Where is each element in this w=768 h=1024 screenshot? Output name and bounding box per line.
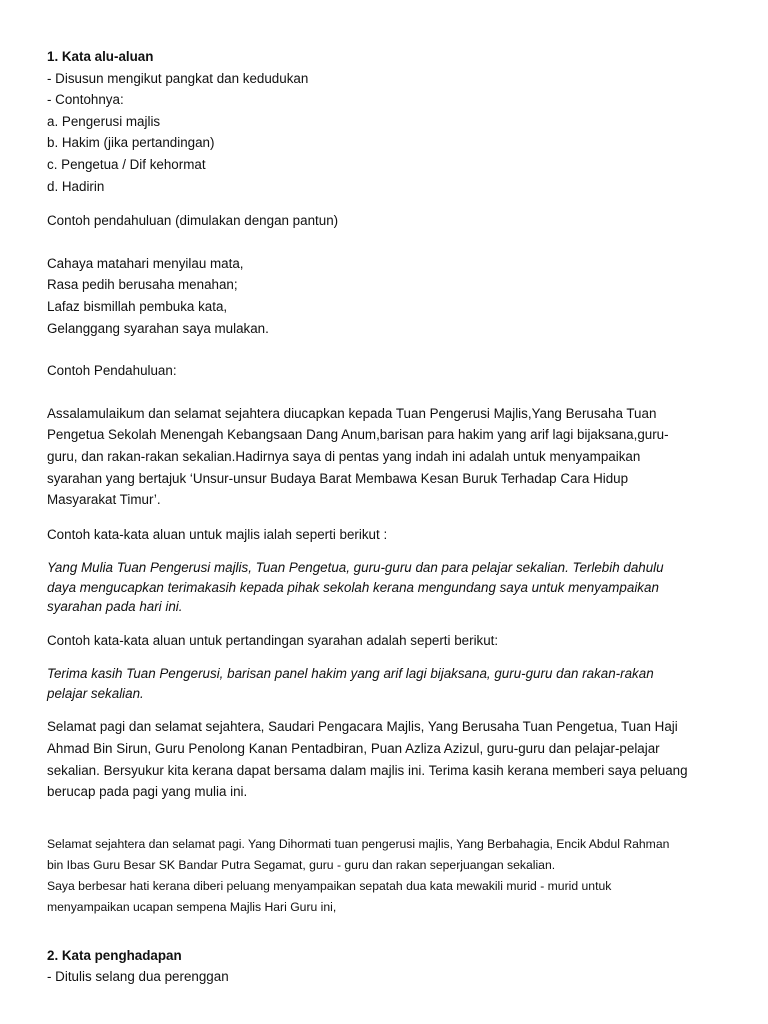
- spacer: [47, 197, 727, 210]
- spacer: [47, 651, 727, 664]
- spacer: [47, 545, 727, 558]
- pertandingan-italic-line: Terima kasih Tuan Pengerusi, barisan panel hakim yang arif lagi bijaksana, guru-guru dan rakan-rakan: [47, 666, 654, 682]
- selamat-pagi-line: Selamat pagi dan selamat sejahtera, Saudari Pengacara Majlis, Yang Berusaha Tuan Pengetua, Tuan Haji: [47, 719, 678, 735]
- pantun-intro: Contoh pendahuluan (dimulakan dengan pantun): [47, 213, 339, 229]
- guru-line: Selamat sejahtera dan selamat pagi. Yang Dihormati tuan pengerusi majlis, Yang Berbahagia, Encik Abdul Rahman: [47, 836, 670, 851]
- spacer: [47, 232, 727, 253]
- spacer: [47, 339, 727, 360]
- selamat-pagi-line: sekalian. Bersyukur kita kerana dapat bersama dalam majlis ini. Terima kasih kerana memberi saya peluang: [47, 762, 688, 778]
- pantun-line: Gelanggang syarahan saya mulakan.: [47, 320, 269, 336]
- spacer: [47, 918, 727, 945]
- pendahuluan-line: Masyarakat Timur’.: [47, 492, 161, 508]
- spacer: [47, 617, 727, 630]
- selamat-pagi-line: Ahmad Bin Sirun, Guru Penolong Kanan Pentadbiran, Puan Azliza Azizul, guru-guru dan pelajar-pelajar: [47, 740, 660, 756]
- pantun-line: Lafaz bismillah pembuka kata,: [47, 298, 228, 314]
- document-page: [47, 46, 727, 988]
- guru-paragraph: [47, 834, 727, 918]
- selamat-pagi-line: berucap pada pagi yang mulia ini.: [47, 784, 248, 800]
- spacer: [47, 511, 727, 524]
- pantun-line: Rasa pedih berusaha menahan;: [47, 277, 238, 293]
- pendahuluan-line: syarahan yang bertajuk ‘Unsur-unsur Budaya Barat Membawa Kesan Buruk Terhadap Cara Hidup: [47, 470, 629, 486]
- section1-list-item: c. Pengetua / Dif kehormat: [47, 156, 206, 172]
- spacer: [47, 382, 727, 403]
- contoh-pendahuluan-label: Contoh Pendahuluan:: [47, 363, 177, 379]
- guru-line: Saya berbesar hati kerana diberi peluang menyampaikan sepatah dua kata mewakili murid - murid untuk: [47, 878, 612, 893]
- majlis-italic-line: Yang Mulia Tuan Pengerusi majlis, Tuan Pengetua, guru-guru dan para pelajar sekalian. Terlebih dahulu: [47, 560, 664, 576]
- section1-heading: 1. Kata alu-aluan: [47, 49, 154, 64]
- section1-list-item: d. Hadirin: [47, 178, 105, 194]
- guru-line: bin Ibas Guru Besar SK Bandar Putra Segamat, guru - guru dan rakan seperjuangan sekalian.: [47, 857, 556, 872]
- majlis-label: Contoh kata-kata aluan untuk majlis ialah seperti berikut :: [47, 526, 388, 542]
- pendahuluan-line: guru, dan rakan-rakan sekalian.Hadirnya saya di pentas yang indah ini adalah untuk menyampaikan: [47, 448, 641, 464]
- pendahuluan-line: Assalamulaikum dan selamat sejahtera diucapkan kepada Tuan Pengerusi Majlis,Yang Berusaha Tuan: [47, 405, 657, 421]
- pertandingan-italic-line: pelajar sekalian.: [47, 685, 144, 701]
- spacer: [47, 703, 727, 716]
- section1-list-item: a. Pengerusi majlis: [47, 113, 161, 129]
- pendahuluan-line: Pengetua Sekolah Menengah Kebangsaan Dang Anum,barisan para hakim yang arif lagi bijaksana,guru-: [47, 427, 669, 443]
- section1-list-item: b. Hakim (jika pertandingan): [47, 135, 215, 151]
- majlis-italic-line: daya mengucapkan terimakasih kepada pihak sekolah kerana mengundang saya untuk menyampaikan: [47, 579, 659, 595]
- spacer: [47, 803, 727, 834]
- section1-bullet: - Disusun mengikut pangkat dan kedudukan: [47, 70, 309, 86]
- section1-bullet: - Contohnya:: [47, 92, 124, 108]
- majlis-italic-line: syarahan pada hari ini.: [47, 599, 183, 615]
- guru-line: menyampaikan ucapan sempena Majlis Hari Guru ini,: [47, 899, 337, 914]
- section2-heading: 2. Kata penghadapan: [47, 947, 182, 963]
- section2-bullet: - Ditulis selang dua perenggan: [47, 969, 229, 985]
- pertandingan-label: Contoh kata-kata aluan untuk pertandingan syarahan adalah seperti berikut:: [47, 632, 499, 648]
- pantun-line: Cahaya matahari menyilau mata,: [47, 255, 244, 271]
